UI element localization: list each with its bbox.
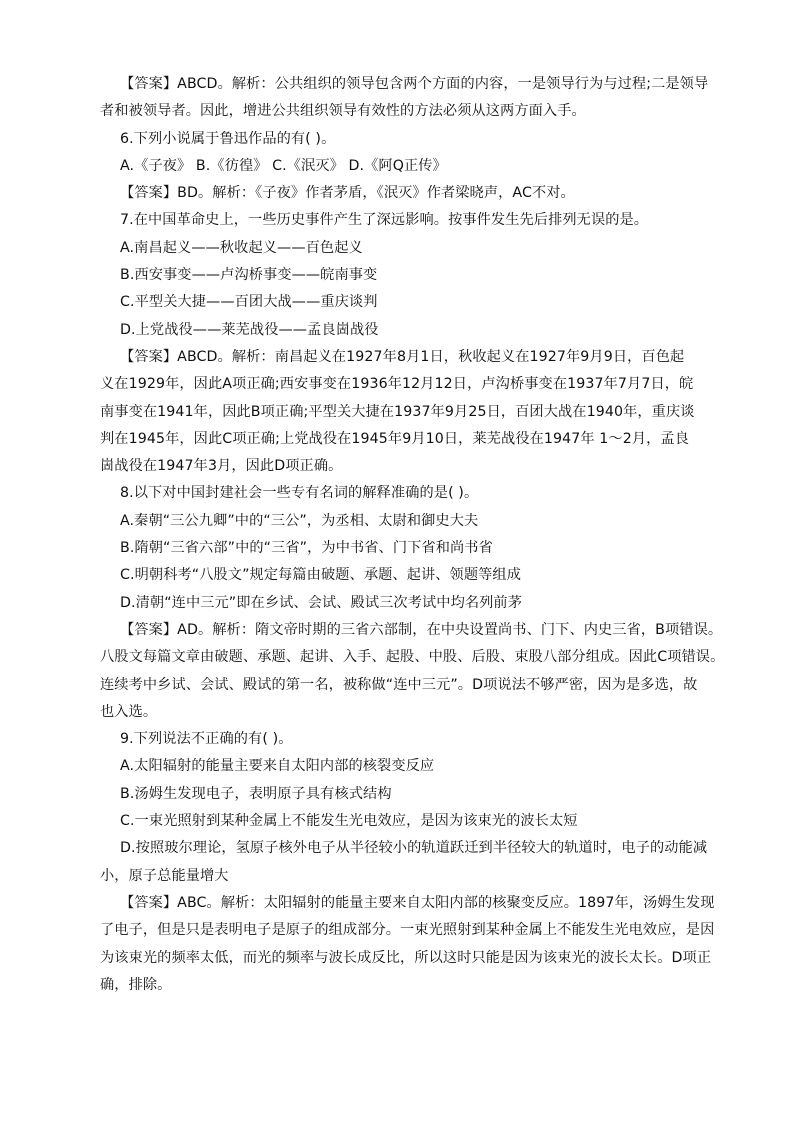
text-line: B.隋朝“三省六部”中的“三省”，为中书省、门下省和尚书省 <box>120 540 493 557</box>
text-line: 【答案】BD。解析：《子夜》作者茅盾，《泯灭》作者梁晓声，AC不对。 <box>120 185 575 202</box>
text-line: B.汤姆生发现电子，表明原子具有核式结构 <box>120 785 392 802</box>
text-line: D.按照玻尔理论，氢原子核外电子从半径较小的轨道跃迁到半径较大的轨道时，电子的动能减 <box>120 840 708 857</box>
text-line: 连续考中乡试、会试、殿试的第一名，被称做“连中三元”。D项说法不够严密，因为是多选，故 <box>100 676 698 693</box>
text-line: D.上党战役——莱芜战役——孟良崮战役 <box>120 321 379 338</box>
text-line: 6.下列小说属于鲁迅作品的有( )。 <box>120 130 336 147</box>
text-line: A.南昌起义——秋收起义——百色起义 <box>120 239 363 256</box>
text-line: A.太阳辐射的能量主要来自太阳内部的核裂变反应 <box>120 758 435 775</box>
text-line: B.西安事变——卢沟桥事变——皖南事变 <box>120 267 378 284</box>
text-line: 9.下列说法不正确的有( )。 <box>120 731 293 748</box>
text-line: A.《子夜》 B.《彷徨》 C.《泯灭》 D.《阿Q正传》 <box>120 157 447 174</box>
text-line: 【答案】ABCD。解析：公共组织的领导包含两个方面的内容，一是领导行为与过程;二是领导 <box>120 76 709 92</box>
text-line: 为该束光的频率太低，而光的频率与波长成反比，所以这时只能是因为该束光的波长太长。D项正 <box>100 949 712 966</box>
text-line: 【答案】ABCD。解析：南昌起义在1927年8月1日，秋收起义在1927年9月9日，百色起 <box>120 348 685 365</box>
text-line: 小，原子总能量增大 <box>100 867 229 884</box>
text-line: 【答案】ABC。解析：太阳辐射的能量主要来自太阳内部的核聚变反应。1897年，汤姆生发现 <box>120 894 715 911</box>
text-line: 【答案】AD。解析：隋文帝时期的三省六部制，在中央设置尚书、门下、内史三省，B项错误。 <box>120 621 723 638</box>
text-line: 判在1945年，因此C项正确;上党战役在1945年9月10日，莱芜战役在1947年 1～2月，孟良 <box>100 430 689 447</box>
text-line: 确，排除。 <box>100 976 172 993</box>
text-line: 了电子，但是只是表明电子是原子的组成部分。一束光照射到某种金属上不能发生光电效应，是因 <box>100 922 715 939</box>
text-line: 八股文每篇文章由破题、承题、起讲、入手、起股、中股、后股、束股八部分组成。因此C项错误。 <box>100 649 725 666</box>
text-line: 崮战役在1947年3月，因此D项正确。 <box>100 458 343 475</box>
text-line: 7.在中国革命史上，一些历史事件产生了深远影响。按事件发生先后排列无误的是。 <box>120 212 649 229</box>
text-line: 义在1929年，因此A项正确;西安事变在1936年12月12日，卢沟桥事变在1937年7月7日，皖 <box>100 376 694 393</box>
text-line: C.平型关大捷——百团大战——重庆谈判 <box>120 294 378 311</box>
text-line: D.清朝“连中三元”即在乡试、会试、殿试三次考试中均名列前茅 <box>120 594 523 611</box>
text-line: 8.以下对中国封建社会一些专有名词的解释准确的是( )。 <box>120 485 479 502</box>
text-line: 南事变在1941年，因此B项正确;平型关大捷在1937年9月25日，百团大战在1940年，重庆谈 <box>100 403 695 420</box>
text-line: C.一束光照射到某种金属上不能发生光电效应，是因为该束光的波长太短 <box>120 813 578 830</box>
text-line: C.明朝科考“八股文”规定每篇由破题、承题、起讲、领题等组成 <box>120 567 521 584</box>
text-line: 也入选。 <box>100 703 158 720</box>
text-line: 者和被领导者。因此，增进公共组织领导有效性的方法必须从这两方面入手。 <box>100 103 586 120</box>
text-line: A.秦朝“三公九卿”中的“三公”，为丞相、太尉和御史大夫 <box>120 512 479 529</box>
document-body <box>100 71 725 999</box>
